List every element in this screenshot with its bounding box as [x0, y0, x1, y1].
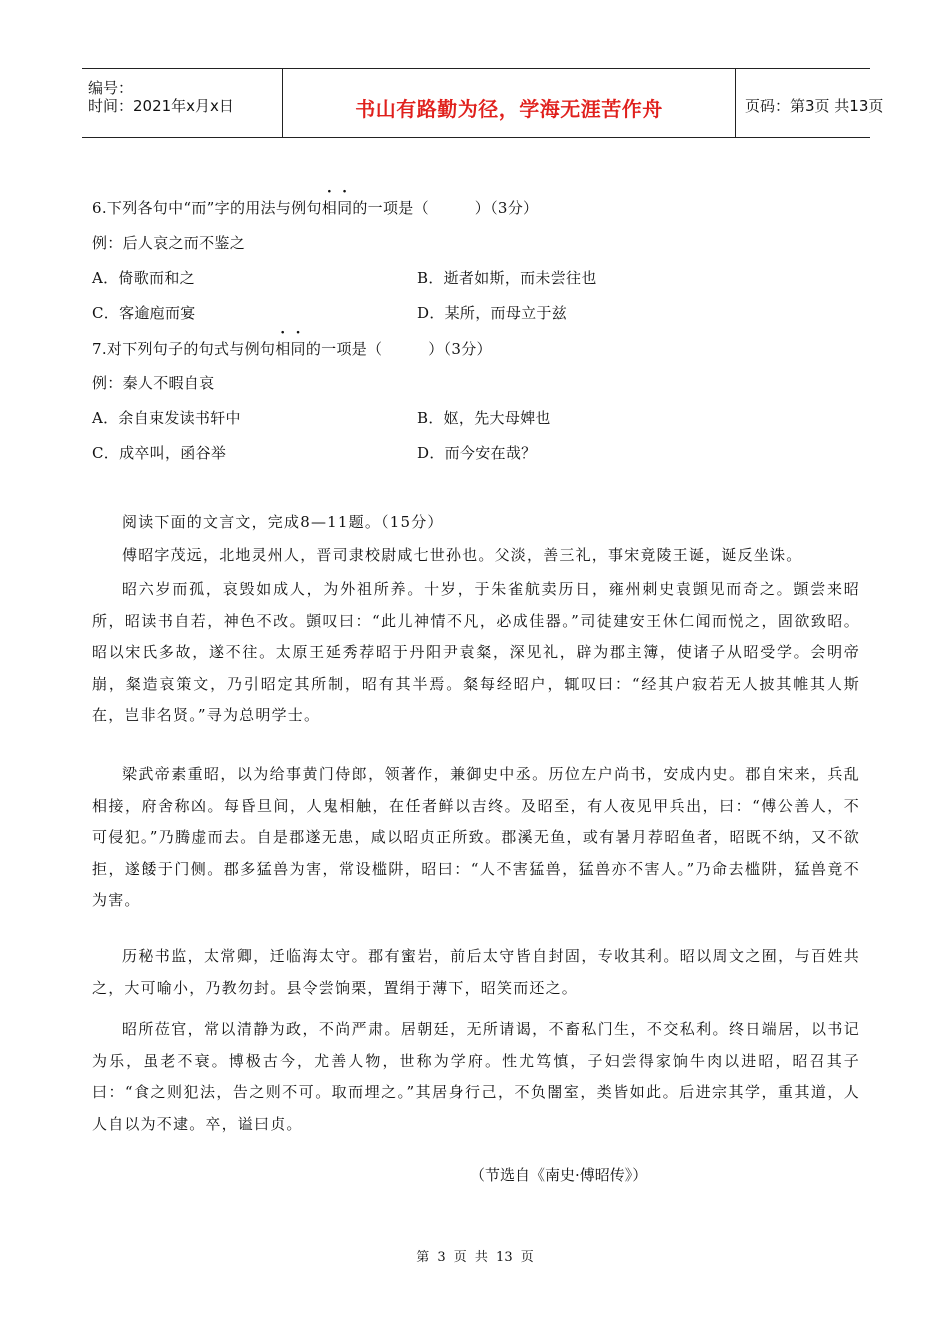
q6-stem-post: 的一项是（ ）（3分） [352, 199, 539, 217]
header-motto: 书山有路勤为径，学海无涯苦作舟 [355, 97, 663, 121]
q6-option-d: D．某所，而母立于兹 [417, 304, 568, 322]
q6-stem-emphasis-2: 同 [337, 199, 353, 217]
passage-source: （节选自《南史·傅昭传》） [470, 1166, 648, 1184]
q7-stem [92, 338, 492, 359]
q7-example: 例：秦人不暇自哀 [92, 374, 215, 392]
passage-paragraph-4: 历秘书监，太常卿，迁临海太守。郡有蜜岩，前后太守皆自封固，专收其利。昭以周文之囿，与百姓共之，大可喻小，乃教勿封。县令尝饷栗，置绢于薄下，昭笑而还之。 [92, 947, 860, 997]
page-footer: 第 3 页 共 13 页 [416, 1250, 534, 1265]
header-page-label: 页码：第3页 共13页 [745, 97, 884, 115]
passage-paragraph-5: 昭所莅官，常以清静为政，不尚严肃。居朝廷，无所请谒，不畜私门生，不交私利。终日端居，以书记为乐，虽老不衰。博极古今，尤善人物，世称为学府。性尤笃慎，子妇尝得家饷牛肉以进昭，昭召其子曰：“食之则犯法，告之则不可。取而埋之。”其居身行己，不负闇室，类皆如此。后进宗其学，重其道，人人自以为不逮。卒，谥曰贞。 [92, 1020, 860, 1133]
q6-stem [92, 197, 538, 218]
document-header [82, 68, 884, 138]
q6-stem-emphasis-1: 相 [321, 199, 338, 217]
q7-stem-emphasis-1: 相 [275, 340, 291, 358]
passage-paragraph-2: 昭六岁而孤，哀毁如成人，为外祖所养。十岁，于朱雀航卖历日，雍州刺史袁顗见而奇之。顗尝来昭所，昭读书自若，神色不改。顗叹曰：“此儿神情不凡，必成佳器。”司徒建安王休仁闻而悦之，固欲致昭。昭以宋氏多故，遂不往。太原王延秀荐昭于丹阳尹袁粲，深见礼，辟为郡主簿，使诸子从昭受学。会明帝崩，粲造哀策文，乃引昭定其所制，昭有其半焉。粲每经昭户，辄叹曰：“经其户寂若无人披其帷其人斯在，岂非名贤。”寻为总明学士。 [92, 580, 860, 724]
q6-example: 例：后人哀之而不鉴之 [92, 234, 246, 252]
q7-stem-pre: 7.对下列句子的句式与例句 [92, 340, 276, 358]
header-meta-cell [82, 69, 282, 137]
q7-stem-emphasis-2: 同 [290, 340, 306, 358]
header-page-cell [735, 69, 884, 137]
q7-stem-post: 的一项是（ ）（3分） [305, 340, 492, 358]
q7-option-d: D．而今安在哉？ [417, 444, 537, 462]
doc-time-label: 时间：2021年x月x日 [88, 97, 234, 115]
passage-instruction: 阅读下面的文言文，完成8—11题。（15分） [122, 513, 444, 531]
q6-option-b: B．逝者如斯，而未尝往也 [417, 269, 597, 287]
q7-option-b: B．妪，先大母婢也 [417, 409, 551, 427]
q6-option-c: C．客逾庖而宴 [92, 304, 196, 322]
q7-option-c: C．成卒叫，函谷举 [92, 444, 227, 462]
q6-option-a: A．倚歌而和之 [92, 269, 195, 287]
passage-paragraph-1: 傅昭字茂远，北地灵州人，晋司隶校尉咸七世孙也。父淡，善三礼，事宋竟陵王诞，诞反坐诛。 [122, 546, 803, 564]
q7-option-a: A．余自束发读书轩中 [92, 409, 241, 427]
q6-stem-pre: 6.下列各句中“而”字的用法与例句 [92, 199, 322, 217]
header-motto-cell [282, 69, 736, 137]
passage-paragraph-3: 梁武帝素重昭，以为给事黄门侍郎，领著作，兼御史中丞。历位左户尚书，安成内史。郡自宋来，兵乱相接，府舍称凶。每昏旦间，人鬼相触，在任者鲜以吉终。及昭至，有人夜见甲兵出，曰：“傅公善人，不可侵犯。”乃腾虚而去。自是郡遂无患，咸以昭贞正所致。郡溪无鱼，或有暑月荐昭鱼者，昭既不纳，又不欲拒，遂餧于门侧。郡多猛兽为害，常设槛阱，昭曰：“人不害猛兽，猛兽亦不害人。”乃命去槛阱，猛兽竟不为害。 [92, 765, 860, 909]
doc-number-label: 编号： [88, 79, 134, 97]
